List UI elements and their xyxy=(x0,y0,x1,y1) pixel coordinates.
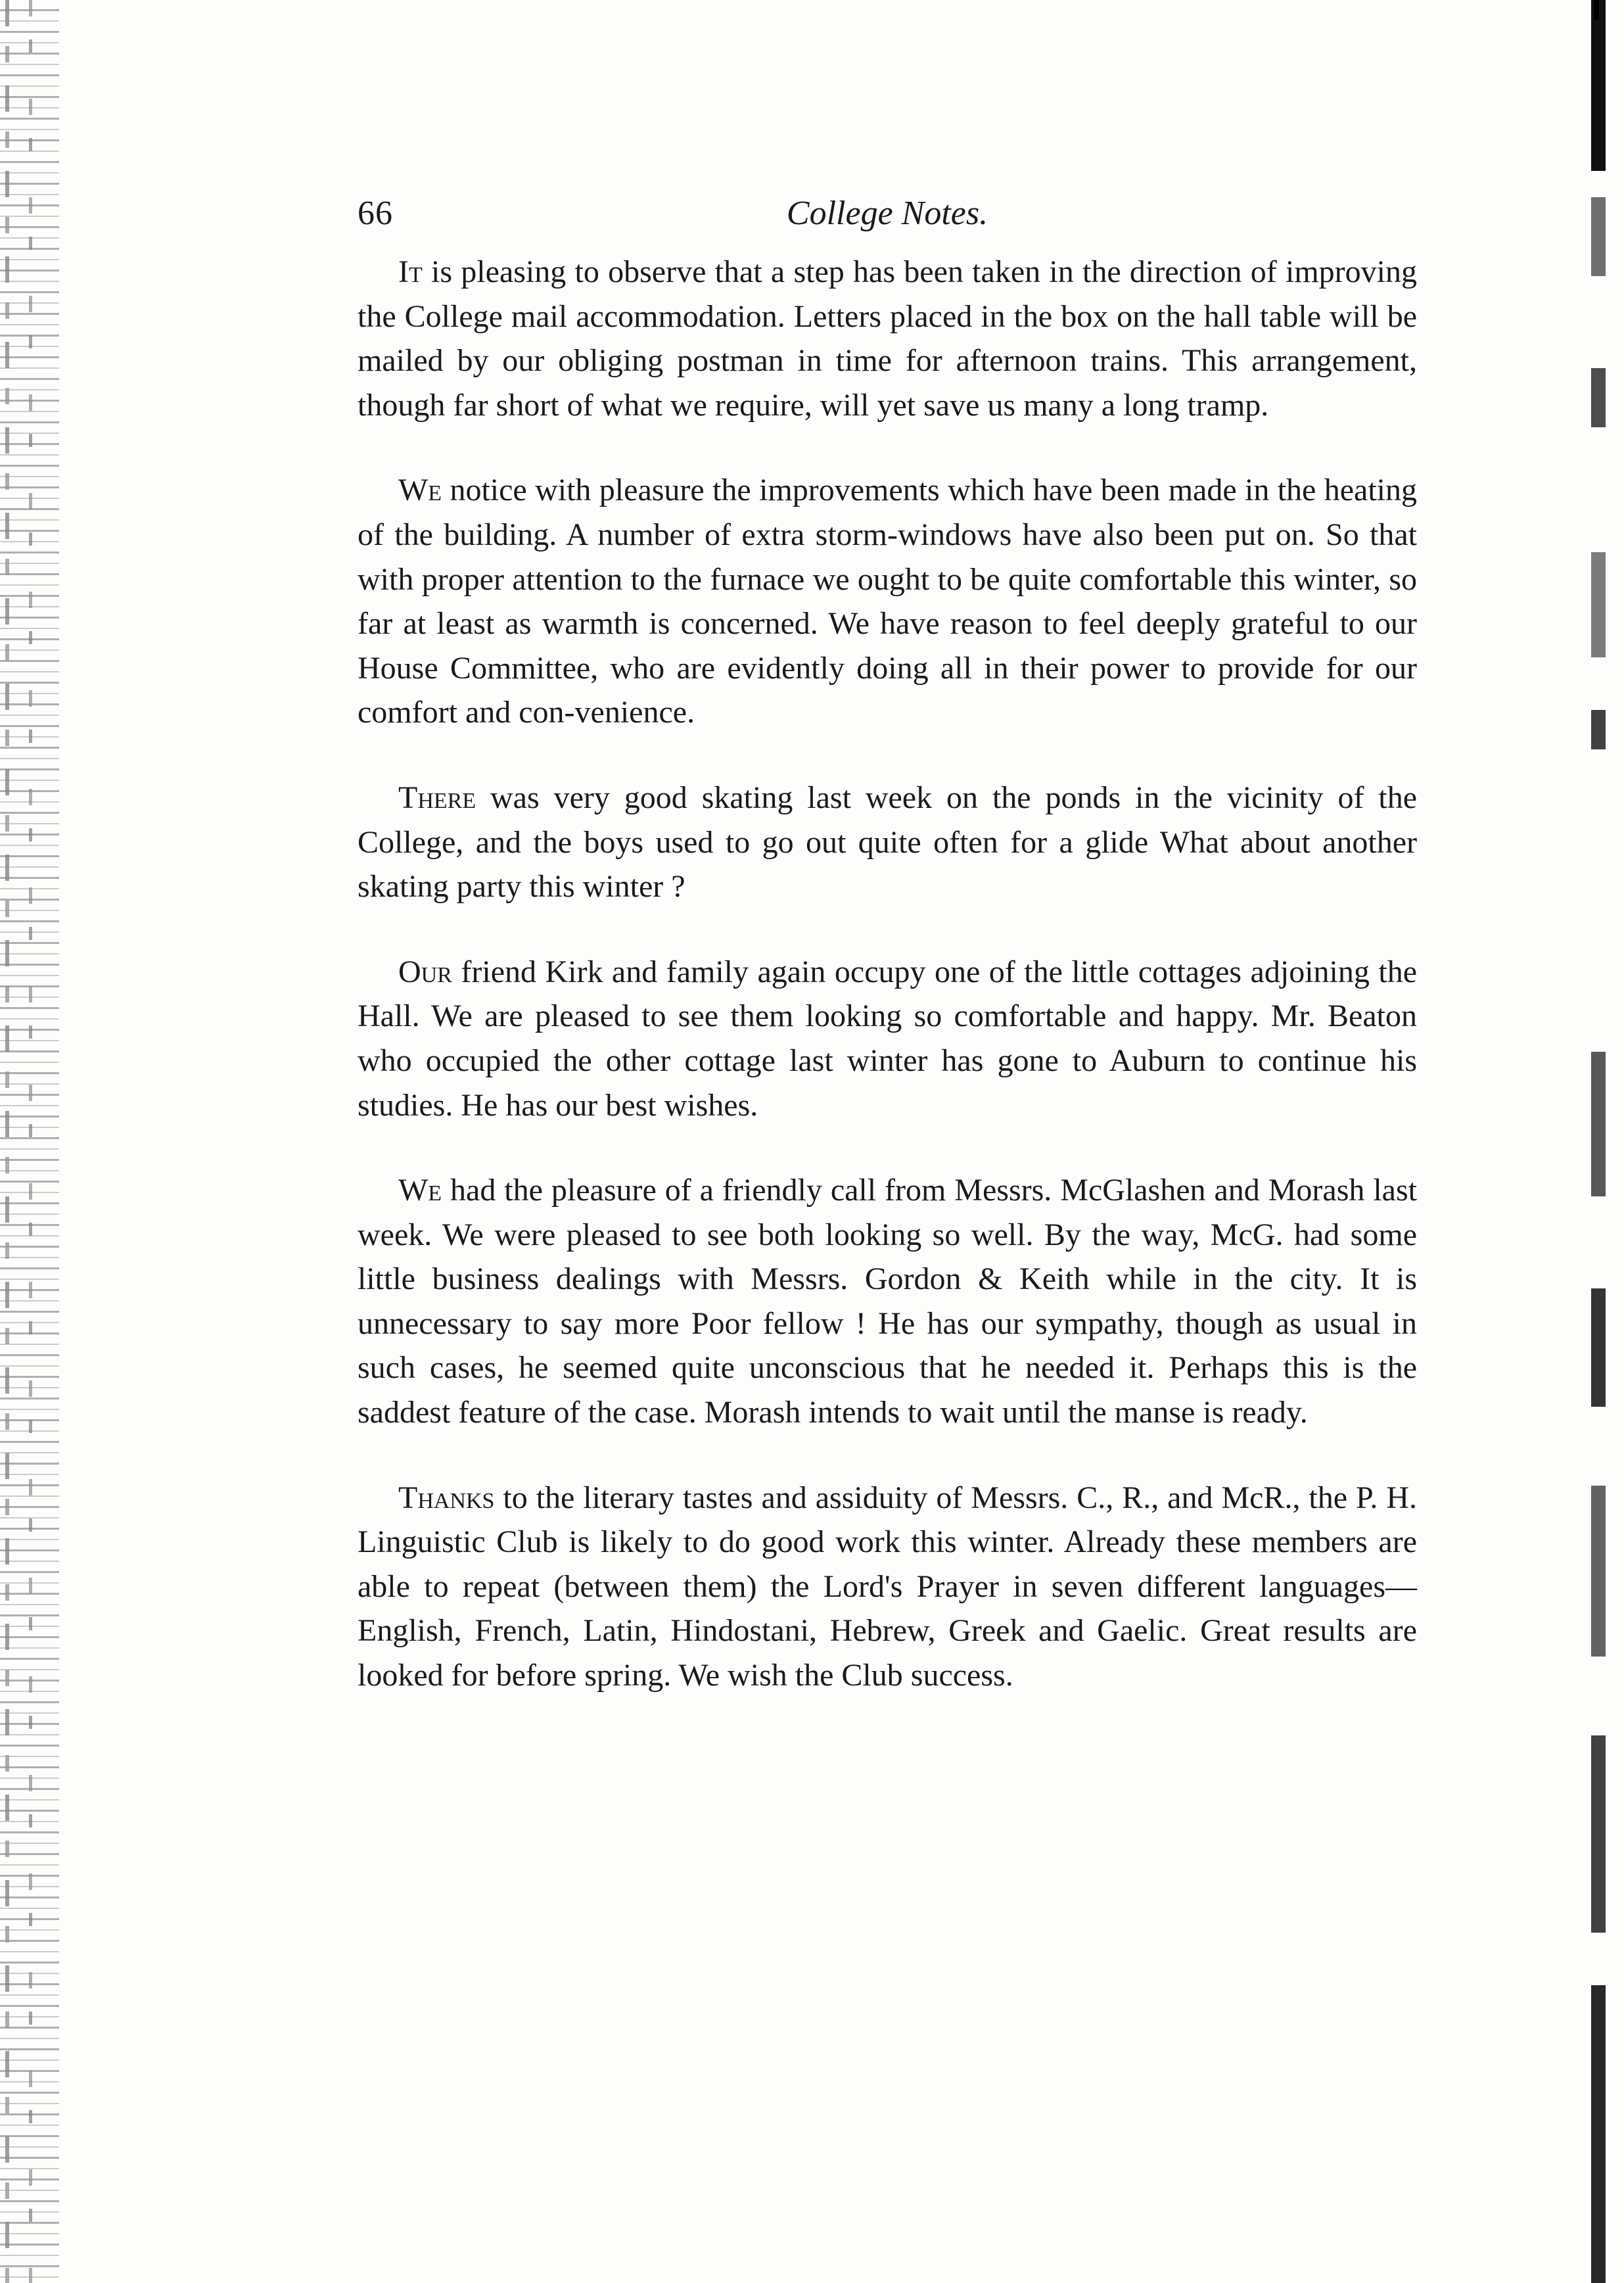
paragraph-lead: We xyxy=(398,473,442,508)
paragraph-lead: It xyxy=(398,254,423,289)
left-scan-edge xyxy=(0,0,59,2283)
running-head: College Notes. xyxy=(786,195,988,232)
paragraph-skating xyxy=(358,776,1417,909)
paragraph-lead: We xyxy=(398,1173,442,1208)
paragraph-text: friend Kirk and family again occupy one of the little cottages adjoining the Hall. We are pleased to see them looking so comfortable and happy. Mr. Beaton who occupied the other cottage last winter has gone to Auburn to continue his studies. He has our best wishes. xyxy=(358,954,1417,1123)
page-number: 66 xyxy=(358,195,393,232)
paragraph-lead: Thanks xyxy=(398,1480,495,1515)
paragraph-text: was very good skating last week on the ponds in the vicinity of the College, and the boys used to go out quite often for a glide What about another skating party this winter ? xyxy=(358,780,1417,905)
paragraph-visit xyxy=(358,1168,1417,1435)
page-header xyxy=(358,191,1417,250)
paragraph-heating xyxy=(358,468,1417,735)
paragraph-text: is pleasing to observe that a step has been taken in the direction of improving the College mail accommodation. Letters placed in the box on the hall table will be mailed by our obliging postman in time for afternoon trains. This arrangement, though far short of what we require, will yet save us many a long tramp. xyxy=(358,254,1417,423)
paragraph-lead: Our xyxy=(398,954,452,989)
paragraph-linguistic-club xyxy=(358,1476,1417,1698)
paragraph-mail xyxy=(358,250,1417,427)
paragraph-lead: There xyxy=(398,780,476,815)
paragraph-kirk xyxy=(358,950,1417,1127)
paragraph-text: notice with pleasure the improvements which have been made in the heating of the building. A number of extra storm-windows have also been put on. So that with proper attention to the furnace we ought to be quite comfortable this winter, so far at least as warmth is concerned. We have reason to feel deeply grateful to our House Committee, who are evidently doing all in their power to provide for our comfort and con-venience. xyxy=(358,473,1417,730)
paragraph-text: had the pleasure of a friendly call from Messrs. McGlashen and Morash last week. We were pleased to see both looking so well. By the way, McG. had some little business dealings with Messrs. Gordon & Keith while in the city. It is unnecessary to say more Poor fellow ! He has our sympathy, though as usual in such cases, he seemed quite unconscious that he needed it. Perhaps this is the saddest feature of the case. Morash intends to wait until the manse is ready. xyxy=(358,1173,1417,1430)
page-content xyxy=(358,191,1417,1739)
right-scan-edge xyxy=(1578,0,1624,2283)
paragraph-text: to the literary tastes and assiduity of Messrs. C., R., and McR., the P. H. Linguistic Club is likely to do good work this winter. Already these members are able to repeat (between them) the Lord's Prayer in seven different languages—English, French, Latin, Hindostani, Hebrew, Greek and Gaelic. Great results are looked for before spring. We wish the Club success. xyxy=(358,1480,1417,1693)
